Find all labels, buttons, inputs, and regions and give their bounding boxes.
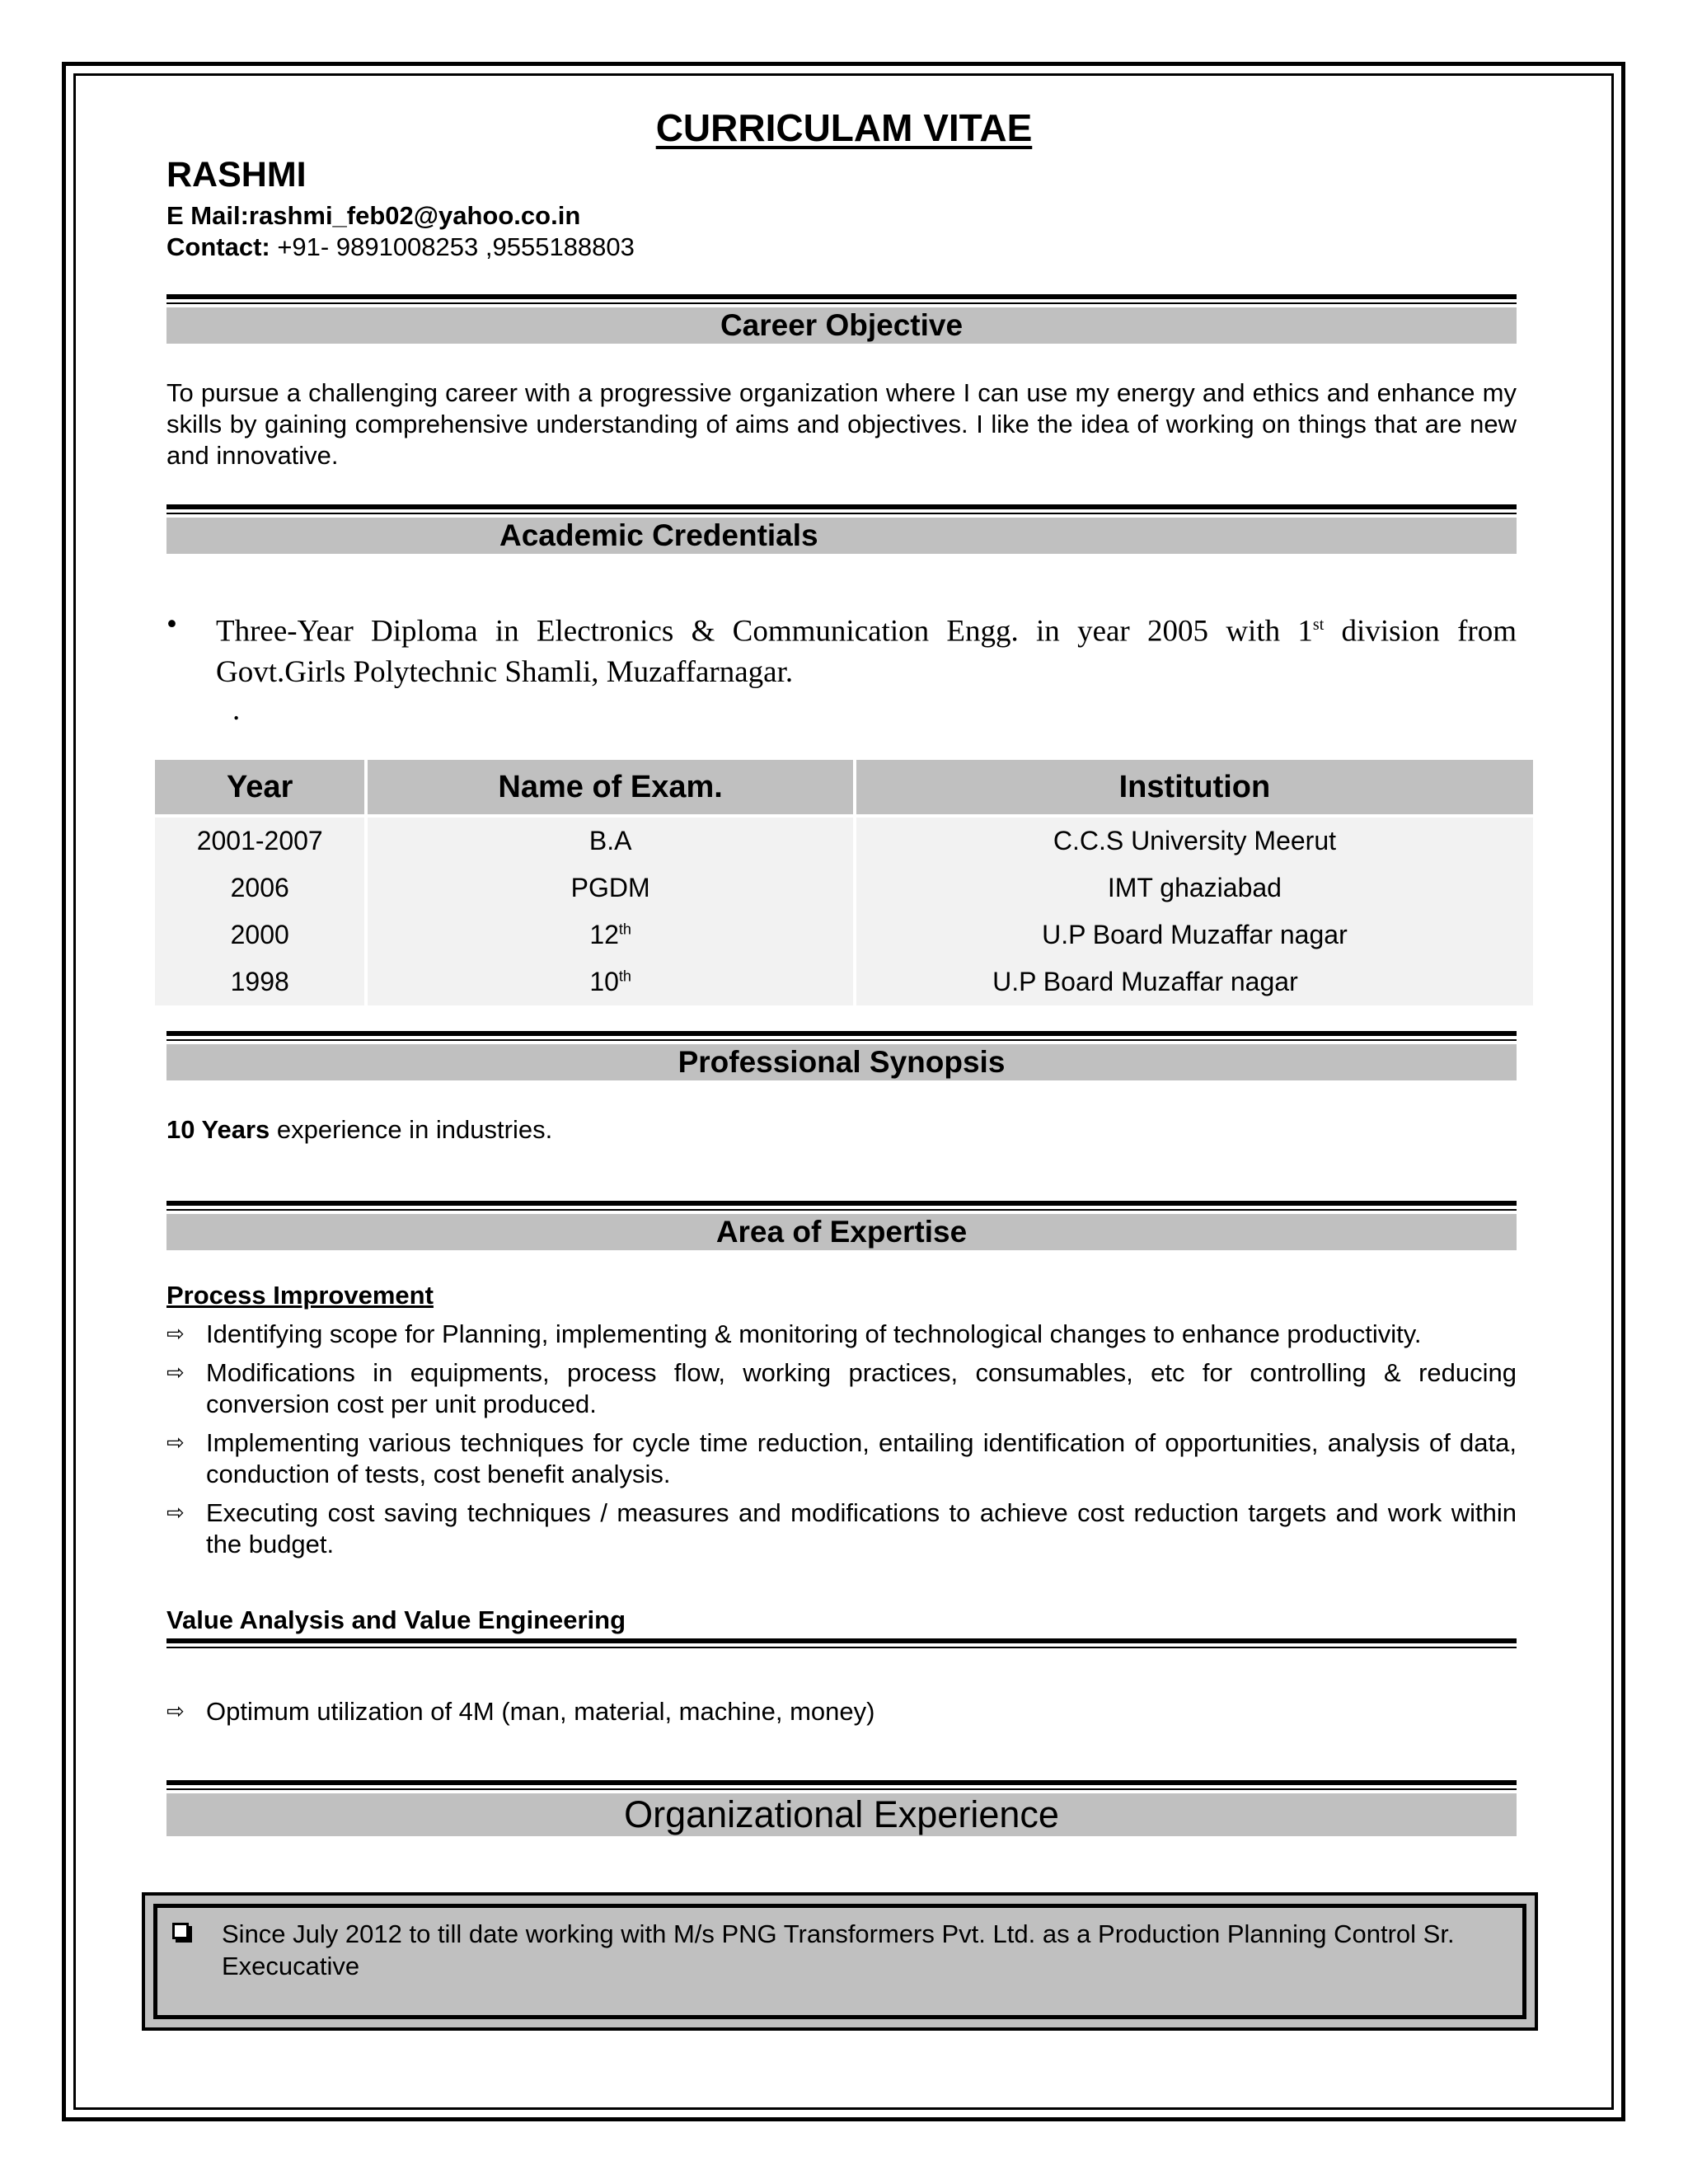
table-row bbox=[155, 814, 1533, 865]
organizational-box-inner bbox=[153, 1904, 1526, 2019]
process-improvement-list bbox=[166, 1319, 1517, 1568]
cell-year: 2006 bbox=[155, 865, 364, 912]
section-rule bbox=[166, 1031, 1517, 1041]
synopsis-years: 10 Years bbox=[166, 1115, 270, 1144]
expertise-heading: Area of Expertise bbox=[166, 1214, 1517, 1250]
candidate-name: RASHMI bbox=[166, 155, 307, 194]
synopsis-heading: Professional Synopsis bbox=[166, 1044, 1517, 1080]
cell-year: 1998 bbox=[155, 958, 364, 1005]
header-institution: Institution bbox=[856, 760, 1533, 814]
document-title: CURRICULAM VITAE bbox=[655, 106, 1033, 149]
cell-institution: C.C.S University Meerut bbox=[856, 814, 1533, 865]
cell-institution: U.P Board Muzaffar nagar bbox=[856, 912, 1533, 958]
contact-value: +91- 9891008253 ,9555188803 bbox=[270, 232, 635, 261]
section-rule bbox=[166, 504, 1517, 514]
organizational-item-text: Since July 2012 to till date working with M/s PNG Transformers Pvt. Ltd. as a Production Planning Control Sr. Execucative bbox=[222, 1919, 1455, 1980]
stray-dot: . bbox=[232, 693, 241, 727]
career-objective-heading: Career Objective bbox=[166, 307, 1517, 344]
organizational-heading: Organizational Experience bbox=[166, 1793, 1517, 1836]
contact-line bbox=[166, 232, 635, 262]
value-analysis-title: Value Analysis and Value Engineering bbox=[166, 1605, 626, 1634]
section-rule bbox=[166, 1201, 1517, 1211]
list-item: ⇨ Optimum utilization of 4M (man, material, machine, money) bbox=[166, 1697, 875, 1726]
contact-label: Contact: bbox=[166, 232, 270, 261]
process-improvement-title: Process Improvement bbox=[166, 1281, 434, 1310]
cell-exam: PGDM bbox=[368, 865, 852, 912]
organizational-box bbox=[142, 1892, 1538, 2031]
section-rule bbox=[166, 294, 1517, 304]
cell-institution: U.P Board Muzaffar nagar bbox=[856, 958, 1533, 1005]
synopsis-text bbox=[166, 1114, 1517, 1146]
checkbox-bullet-icon bbox=[172, 1923, 189, 1939]
table-row bbox=[155, 865, 1533, 912]
diploma-item bbox=[166, 604, 1517, 693]
section-rule bbox=[166, 1638, 1517, 1648]
diploma-text-2: division from Govt.Girls Polytechnic Shamli, Muzaffarnagar. bbox=[216, 614, 1517, 690]
academic-heading: Academic Credentials bbox=[166, 518, 1517, 554]
cell-exam: B.A bbox=[368, 814, 852, 865]
email-line: E Mail:rashmi_feb02@yahoo.co.in bbox=[166, 201, 581, 230]
cell-institution: IMT ghaziabad bbox=[856, 865, 1533, 912]
table-row bbox=[155, 958, 1533, 1005]
list-item: ⇨ Executing cost saving techniques / measures and modifications to achieve cost reduction targets and work within the budget. bbox=[166, 1498, 1517, 1558]
section-rule bbox=[166, 1780, 1517, 1790]
table-row bbox=[155, 912, 1533, 958]
list-item: ⇨ Implementing various techniques for cycle time reduction, entailing identification of opportunities, analysis of data, conduction of tests, cost benefit analysis. bbox=[166, 1428, 1517, 1488]
arrow-icon: ⇨ bbox=[166, 1699, 185, 1724]
cell-exam: 10th bbox=[368, 958, 852, 1005]
arrow-icon: ⇨ bbox=[166, 1431, 185, 1455]
arrow-icon: ⇨ bbox=[166, 1501, 185, 1526]
list-item: ⇨ Identifying scope for Planning, implementing & monitoring of technological changes to enhance productivity. bbox=[166, 1319, 1422, 1348]
diploma-text-1: Three-Year Diploma in Electronics & Communication Engg. in year 2005 with 1 bbox=[216, 614, 1313, 649]
header-year: Year bbox=[155, 760, 364, 814]
arrow-icon: ⇨ bbox=[166, 1322, 185, 1347]
career-objective-text: To pursue a challenging career with a progressive organization where I can use my energy and ethics and enhance my skills by gaining comprehensive understanding of aims and objectives. I like the idea of working on things that are new and innovative. bbox=[166, 378, 1517, 470]
organizational-item bbox=[172, 1918, 1557, 1982]
diploma-sup: st bbox=[1312, 616, 1325, 634]
cell-year: 2000 bbox=[155, 912, 364, 958]
cell-year: 2001-2007 bbox=[155, 814, 364, 865]
synopsis-rest: experience in industries. bbox=[270, 1115, 553, 1144]
value-analysis-list bbox=[166, 1696, 1517, 1735]
bullet-icon: • bbox=[166, 607, 177, 641]
education-table bbox=[152, 760, 1536, 1005]
cell-exam: 12th bbox=[368, 912, 852, 958]
list-item: ⇨ Modifications in equipments, process flow, working practices, consumables, etc for controlling & reducing conversion cost per unit produced. bbox=[166, 1358, 1517, 1418]
arrow-icon: ⇨ bbox=[166, 1361, 185, 1385]
header-exam: Name of Exam. bbox=[368, 760, 852, 814]
